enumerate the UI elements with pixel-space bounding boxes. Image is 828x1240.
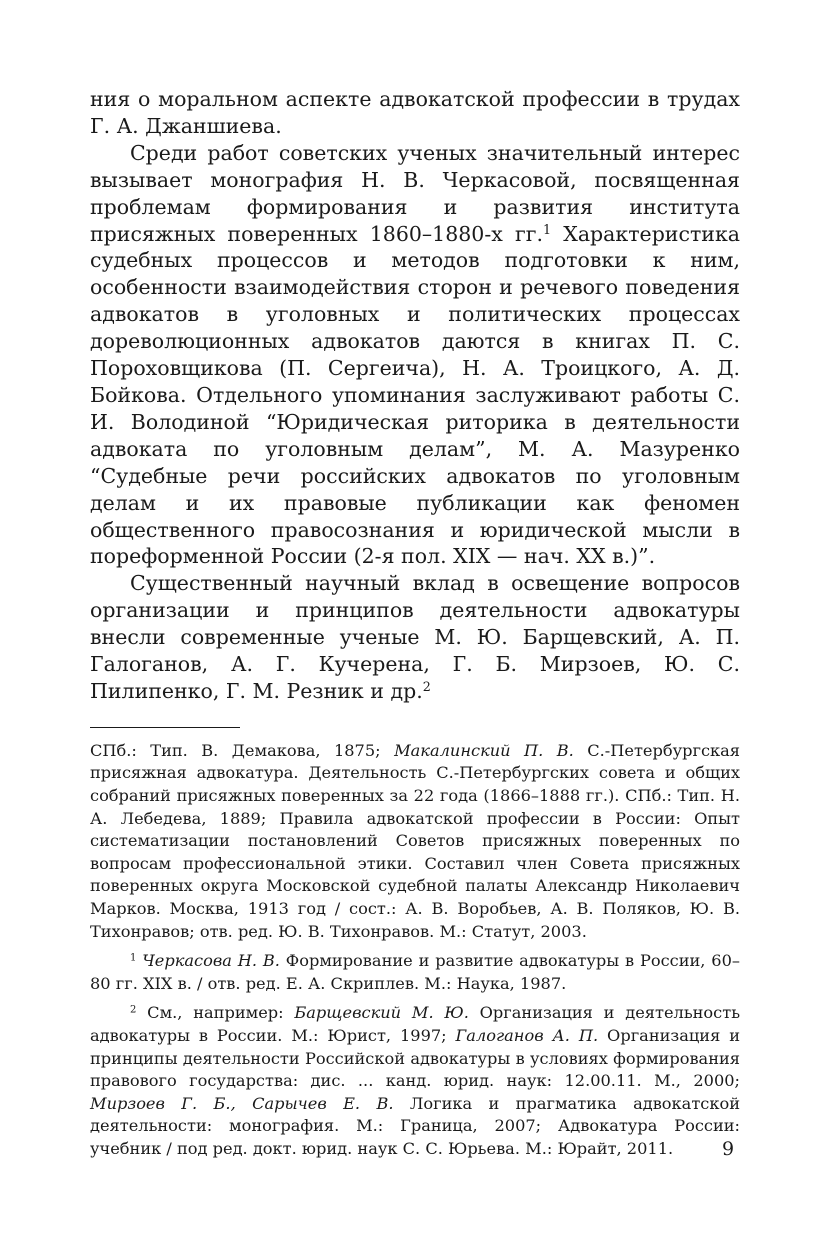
footnote-ref-2: 2 <box>422 678 431 694</box>
paragraph-1: ния о моральном аспекте адвокатской профессии в трудах Г. А. Джаншиева. <box>90 87 740 138</box>
footnote-2: $^2$ См., например: Барщевский М. Ю. Организация и деятельность адвокатуры в России. М.: Юрист, 1997; Галоганов А. П. Организация и принципы деятельности Российской адвокатуры в условиях формирования правового государства: дис. ... канд. юрид. наук: 12.00.11. М., 2000; Мирзоев Г. Б., Сарычев Е. В. Логика и прагматика адвокатской деятельности: монография. М.: Граница, 2007; Адвокатура России: учебник / под ред. докт. юрид. наук С. С. Юрьева. М.: Юрайт, 2011. <box>90 1003 741 1158</box>
footnote-ref-1: 1 <box>542 221 552 237</box>
footnote-continuation: СПб.: Тип. В. Демакова, 1875; Макалинский П. В. С.-Петербургская присяжная адвокатура. Деятельность С.-Петербургских совета и общих собраний присяжных поверенных за 22 года (1866–1888 гг.). СПб.: Тип. Н. А. Лебедева, 1889; Правила адвокатской профессии в России: Опыт систематизации постановлений Советов присяжных поверенных по вопросам профессиональной этики. Составил член Совета присяжных поверенных округа Московской судебной палаты Александр Николаевич Марков. Москва, 1913 год / сост.: А. В. Воробьев, А. В. Поляков, Ю. В. Тихонравов; отв. ред. Ю. В. Тихонравов. М.: Статут, 2003. <box>90 740 740 941</box>
footnote-divider <box>90 727 240 728</box>
main-text <box>90 86 740 705</box>
footnotes <box>90 740 740 1161</box>
footnote-1: $^1$ Черкасова Н. В. Формирование и развитие адвокатуры в России, 60–80 гг. XIX в. / отв. ред. Е. А. Скриплев. М.: Наука, 1987. <box>90 951 740 993</box>
page-body <box>90 86 740 1161</box>
page-number: 9 <box>722 1138 735 1160</box>
paragraph-3: Существенный научный вклад в освещение вопросов организации и принципов деятельности адвокатуры внесли современные ученые М. Ю. Барщевский, А. П. Галоганов, А. Г. Кучерена, Г. Б. Мирзоев, Ю. С. Пилипенко, Г. М. Резник и др.$^2$ <box>90 571 740 703</box>
paragraph-2: Среди работ советских ученых значительный интерес вызывает монография Н. В. Черкасовой, посвященная проблемам формирования и развития института присяжных поверенных 1860–1880-х гг.$^1$ Характеристика судебных процессов и методов подготовки к ним, особенности взаимодействия сторон и речевого поведения адвокатов в уголовных и политических процессах дореволюционных адвокатов даются в книгах П. С. Пороховщикова (П. Сергеича), Н. А. Троицкого, А. Д. Бойкова. Отдельного упоминания заслуживают работы С. И. Володиной “Юридическая риторика в деятельности адвоката по уголовным делам”, М. А. Мазуренко “Судебные речи российских адвокатов по уголовным делам и их правовые публикации как феномен общественного правосознания и юридической мысли в пореформенной России (2-я пол. XIX — нач. XX в.)”. <box>90 140 740 569</box>
